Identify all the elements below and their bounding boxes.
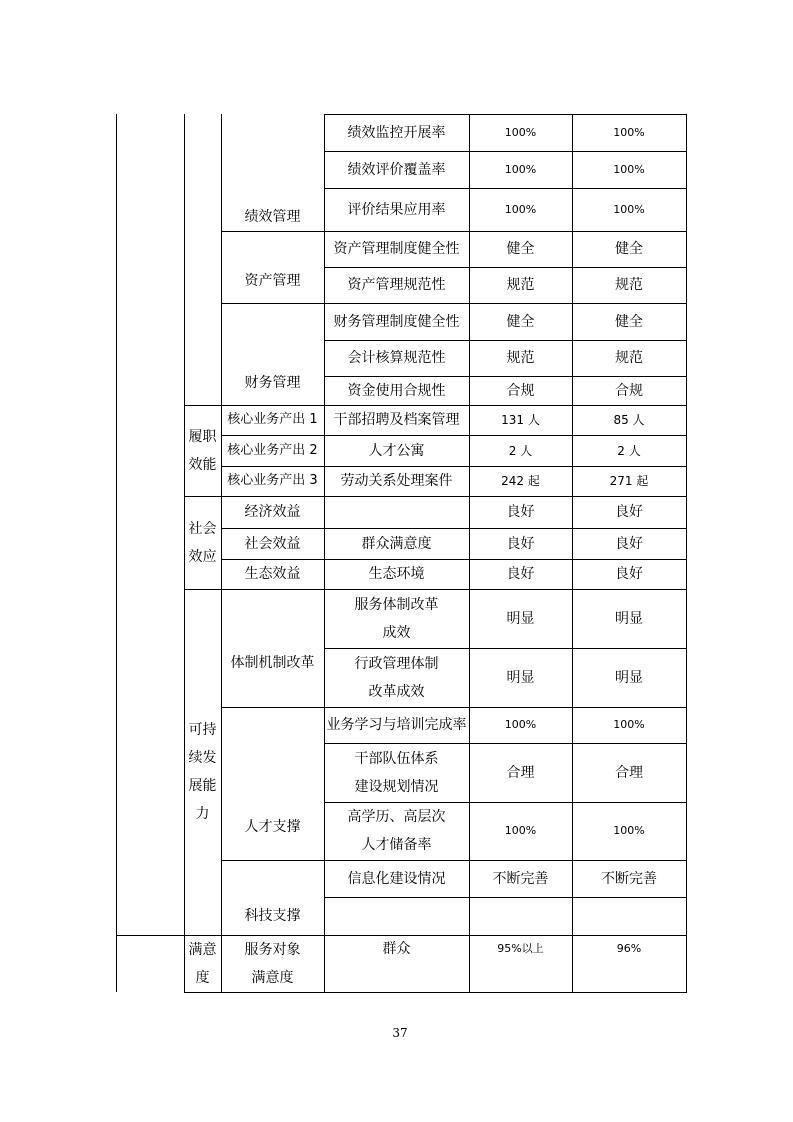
sub-category-label-line: 服务对象: [244, 941, 301, 958]
target-value: 良好: [506, 535, 535, 552]
sub-category-label-line: 满意度: [251, 969, 294, 986]
target-value: 良好: [506, 566, 535, 582]
category-sustainability: [184, 589, 221, 935]
indicator-name: 人才公寓: [368, 442, 425, 459]
actual-value: 合理: [615, 764, 643, 781]
category-performance-efficiency: [184, 405, 221, 496]
target-value: 131 人: [501, 413, 540, 427]
indicator-name: 资产管理规范性: [347, 277, 446, 293]
indicator-name: 评价结果应用率: [347, 201, 446, 218]
actual-value: 明显: [615, 669, 643, 686]
actual-value: 规范: [615, 350, 643, 366]
target-value: 100%: [504, 125, 537, 139]
actual-value: 良好: [615, 504, 643, 520]
grid-line: [184, 992, 687, 993]
target-value: 不断完善: [492, 870, 549, 887]
category-performance-management: 绩效管理: [244, 209, 301, 225]
indicator-name: 干部招聘及档案管理: [333, 412, 460, 428]
actual-value: 健全: [615, 241, 643, 257]
indicator-name: 生态环境: [368, 566, 425, 582]
target-value: 合规: [506, 382, 535, 399]
actual-value: 100%: [613, 125, 645, 139]
sub-category-label: 社会效益: [244, 535, 301, 552]
actual-value: 100%: [613, 824, 645, 837]
target-value: 2 人: [508, 443, 533, 458]
actual-value: 100%: [613, 202, 645, 216]
category-label-line: 展能: [188, 778, 217, 794]
target-value: 规范: [506, 277, 535, 293]
target-value: 100%: [504, 202, 537, 216]
grid-line: [116, 114, 117, 992]
actual-value: 合规: [615, 382, 643, 399]
target-value: 100%: [504, 824, 537, 837]
target-value: 明显: [506, 669, 535, 686]
actual-value: 规范: [615, 277, 643, 293]
category-label-line: 履职: [188, 428, 217, 445]
indicator-name: [324, 802, 469, 860]
indicator-name: 绩效监控开展率: [347, 124, 446, 141]
indicator-name: 群众满意度: [361, 535, 432, 552]
sub-category-label: 人才支撑: [244, 818, 301, 835]
indicator-name-line: 服务体制改革: [354, 596, 439, 613]
indicator-name-line: 行政管理体制: [354, 655, 439, 672]
indicator-name-line: 成效: [382, 624, 411, 641]
category-label-line: 度: [195, 969, 210, 986]
category-label-line: 满意: [188, 941, 217, 958]
core-output-label: 核心业务产出 2: [227, 442, 318, 458]
target-value: 规范: [506, 350, 535, 366]
category-label-line: 效能: [188, 456, 217, 473]
indicator-name: 群众: [382, 941, 411, 957]
actual-value: 85 人: [613, 413, 645, 427]
target-value: 健全: [506, 241, 535, 257]
actual-value: 良好: [615, 566, 643, 582]
actual-value: 96%: [616, 942, 642, 955]
core-output-label: 核心业务产出 1: [227, 412, 318, 427]
actual-value: 健全: [615, 313, 643, 330]
target-value: 242 起: [501, 474, 540, 488]
core-output-label: 核心业务产出 3: [227, 473, 318, 488]
indicator-name-line: 建设规划情况: [354, 778, 439, 795]
sub-category-label: [221, 935, 324, 992]
category-satisfaction: [184, 935, 221, 992]
target-value: 100%: [504, 162, 537, 176]
target-value: 良好: [506, 504, 535, 520]
category-label-line: 力: [195, 806, 210, 822]
category-label-line: 可持: [188, 722, 217, 738]
sub-category-label: 经济效益: [244, 504, 301, 520]
indicator-name: 会计核算规范性: [347, 350, 446, 366]
target-value: 健全: [506, 313, 535, 330]
indicator-name: 绩效评价覆盖率: [347, 161, 446, 178]
category-social-effect: [184, 496, 221, 589]
indicator-name: 财务管理制度健全性: [333, 313, 460, 330]
indicator-name: 资金使用合规性: [347, 382, 446, 399]
actual-value: 良好: [615, 535, 643, 552]
indicator-name: 资产管理制度健全性: [333, 241, 460, 257]
actual-value: 不断完善: [601, 870, 657, 887]
indicator-name: [324, 648, 469, 707]
target-value: 95%以上: [497, 942, 544, 955]
category-asset-management: 资产管理: [244, 273, 301, 289]
actual-value: 100%: [613, 162, 645, 176]
actual-value: 271 起: [609, 474, 649, 488]
actual-value: 明显: [615, 610, 643, 627]
indicator-name-line: 高学历、高层次: [347, 809, 446, 825]
indicator-name-line: 改革成效: [368, 683, 425, 700]
target-value: 100%: [504, 718, 537, 731]
category-label-line: 社会: [188, 520, 217, 537]
actual-value: 100%: [613, 718, 645, 731]
category-label-line: 效应: [188, 548, 217, 565]
actual-value: 2 人: [617, 443, 641, 458]
indicator-name: [324, 589, 469, 648]
indicator-name-line: 人才储备率: [361, 837, 432, 853]
category-financial-management: 财务管理: [244, 375, 301, 391]
indicator-name-line: 干部队伍体系: [354, 750, 439, 767]
category-label-line: 续发: [188, 750, 217, 766]
grid-line: [324, 897, 687, 898]
indicator-name: 劳动关系处理案件: [340, 473, 453, 489]
sub-category-label: 科技支撑: [244, 908, 301, 924]
indicator-name: [324, 743, 469, 802]
sub-category-label: 体制机制改革: [230, 655, 315, 671]
sub-category-label: 生态效益: [244, 566, 301, 582]
target-value: 合理: [506, 764, 535, 781]
indicator-name: 信息化建设情况: [347, 870, 446, 887]
indicator-name: 业务学习与培训完成率: [326, 717, 467, 733]
page-number: 37: [392, 1026, 408, 1040]
target-value: 明显: [506, 610, 535, 627]
